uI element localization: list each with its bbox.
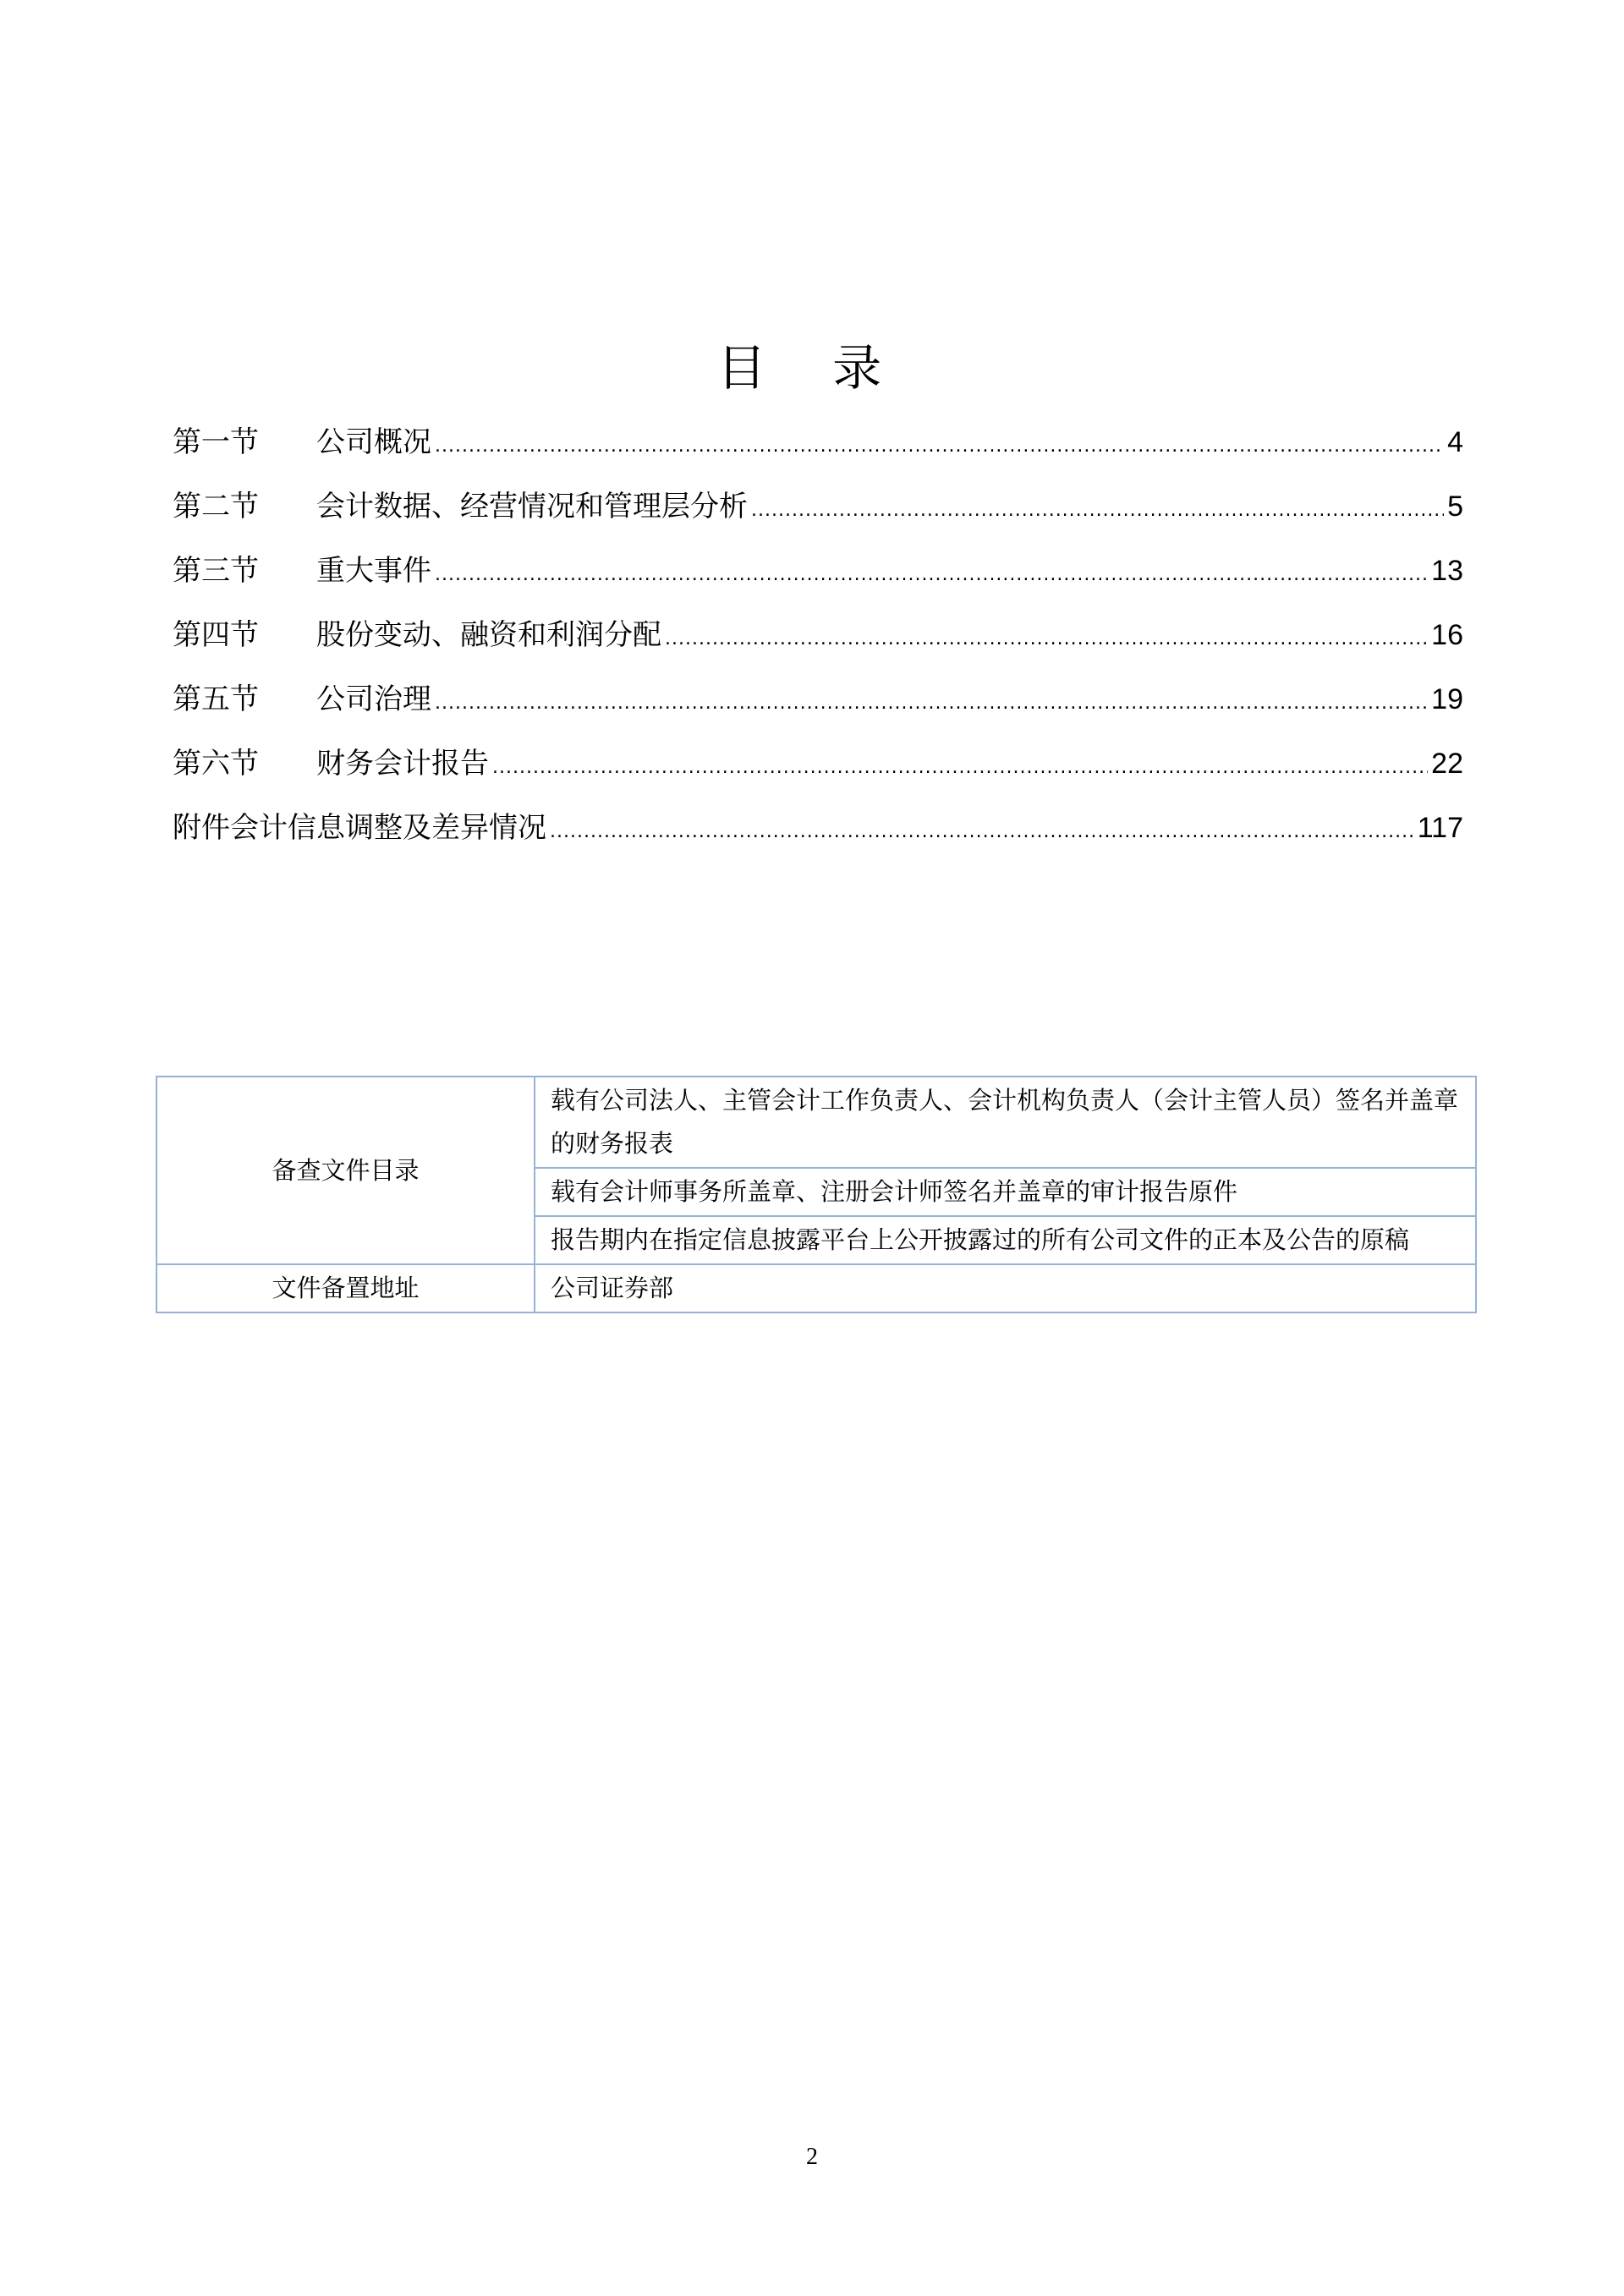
toc-entry[interactable] — [173, 744, 1463, 783]
toc-section: 第二节 — [173, 490, 259, 523]
toc-entry[interactable] — [173, 808, 1463, 847]
reference-item: 报告期内在指定信息披露平台上公开披露过的所有公司文件的正本及公告的原稿 — [535, 1216, 1476, 1264]
toc-title: 财务会计报告 — [316, 747, 489, 781]
toc-section: 第四节 — [173, 618, 259, 652]
toc-section: 第六节 — [173, 747, 259, 781]
toc-title: 会计数据、经营情况和管理层分析 — [316, 490, 748, 523]
toc-section: 第五节 — [173, 682, 259, 716]
toc-title: 股份变动、融资和利润分配 — [316, 618, 661, 652]
toc-page: 4 — [1447, 426, 1463, 458]
page-number: 2 — [806, 2144, 818, 2170]
toc-leader — [492, 753, 1428, 783]
toc-title: 重大事件 — [316, 554, 431, 588]
reference-label: 备查文件目录 — [156, 1077, 535, 1264]
toc-entry[interactable] — [173, 423, 1463, 462]
toc-entry[interactable] — [173, 551, 1463, 590]
toc-leader — [435, 560, 1428, 590]
location-value: 公司证券部 — [535, 1264, 1476, 1312]
toc-page: 5 — [1447, 490, 1463, 523]
table-row — [156, 1077, 1476, 1168]
toc-title: 公司概况 — [316, 425, 431, 459]
toc-page: 117 — [1417, 812, 1463, 844]
table-row — [156, 1264, 1476, 1312]
toc-page: 13 — [1431, 555, 1463, 587]
toc-page: 19 — [1431, 683, 1463, 715]
toc-leader — [665, 624, 1428, 655]
toc-entry[interactable] — [173, 680, 1463, 719]
toc-page: 16 — [1431, 619, 1463, 651]
toc-section: 第一节 — [173, 425, 259, 459]
location-label: 文件备置地址 — [156, 1264, 535, 1312]
toc-title: 公司治理 — [316, 682, 431, 716]
toc-section: 第三节 — [173, 554, 259, 588]
toc-leader — [435, 688, 1428, 719]
toc-entry[interactable] — [173, 616, 1463, 655]
reference-item: 载有会计师事务所盖章、注册会计师签名并盖章的审计报告原件 — [535, 1168, 1476, 1216]
reference-item: 载有公司法人、主管会计工作负责人、会计机构负责人（会计主管人员）签名并盖章的财务报表 — [535, 1077, 1476, 1168]
toc-entry[interactable] — [173, 487, 1463, 526]
toc-leader — [550, 817, 1414, 847]
reference-documents-table — [156, 1076, 1477, 1313]
page-title: 目 录 — [716, 339, 908, 397]
toc-page: 22 — [1431, 748, 1463, 780]
toc-title: 附件会计信息调整及差异情况 — [173, 811, 546, 845]
toc-leader — [435, 431, 1444, 462]
toc-leader — [751, 496, 1444, 526]
